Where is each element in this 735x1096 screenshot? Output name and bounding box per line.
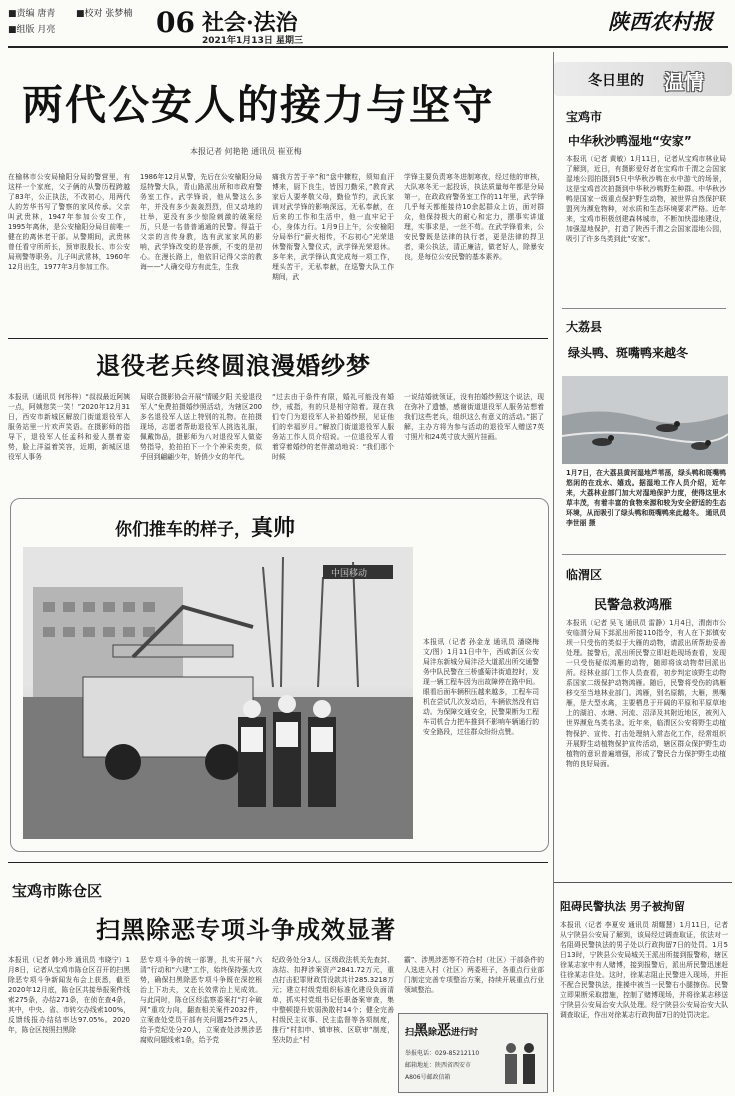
hotline-title-post: 进行时 — [451, 1028, 479, 1038]
staff-layout: ■组版 月亮 — [8, 25, 56, 35]
push-car-photo — [23, 547, 413, 839]
detain-headline: 阻碍民警执法 男子被拘留 — [560, 900, 685, 913]
sidebar-banner-accent: 温情 — [664, 70, 704, 94]
gang-headline: 扫黑除恶专项斗争成效显著 — [96, 916, 396, 944]
masthead — [0, 0, 735, 48]
veteran-headline: 退役老兵终圆浪漫婚纱梦 — [96, 352, 371, 380]
lead-col-4: 学锋主要负责寒冬进制寒夜，经过他的审核，大队寒冬无一起投诉，执法质量每年都是分局第一，在政政府警务室工作的11年里，武学锋几乎每天都能接待10余起群众上访，面对群众，他保持极大的耐心和定力，摆事实讲道理，实事求是，一丝不苟。在武学锋看来，公安民警既是法律的执行者，更是法律的捍卫者，秉公执法，清正廉洁，做老好人，除暴安良，是每位公安民警的基本素养。 — [404, 173, 544, 262]
sidebar-caption-2: 1月7日，在大荔县黄河湿地芦苇荡，绿头鸭和斑嘴鸭悠闲的在戏水、嬉戏。据湿地工作人员介绍，近年来，大荔林业部门加大对湿地保护力度，使得这里水草丰茂，有着丰富的食物来源和较为安全舒适的生态环境，从而吸引了绿头鸭和斑嘴鸭来此越冬。 通讯员 李世丽 摄 — [566, 469, 726, 528]
staff-proofreader: ■校对 张梦楠 — [76, 9, 133, 19]
sidebar-divider-3 — [554, 882, 732, 883]
hotline-title-mid: 除 — [428, 1028, 438, 1038]
hotline-line-1: 举报电话：029-85212110 — [405, 1050, 480, 1057]
gang-top-divider — [8, 862, 548, 863]
sidebar-headline-1: 中华秋沙鸭湿地“安家” — [568, 134, 692, 148]
detain-text: 本报讯（记者 李夏安 通讯员 胡耀慧）1月11日，记者从宁陕县公安局了解到，该局经过调查取证，依法对一名阻碍民警执法的男子处以行政拘留7日的处罚。1月5日13时，宁陕县公安局城关王派出所接到报警称，辖区徐某志家中有人赌博，接到报警后，派出所民警迅速赶往徐某志住处。这时，徐某志阻止民警进入现场，并拒不配合民警执法，推搡中被当一民警右小腿擦伤。民警立即果断采取措施，控制了赌博现场，并将徐某志移送宁陕县公安局治安大队处理。经宁陕县公安局治安大队调查取证，作出对徐某志行政拘留7日的处罚决定。 — [560, 921, 728, 1020]
sidebar-divider-2 — [562, 554, 726, 555]
staff-editor: ■责编 唐青 — [8, 9, 56, 19]
lead-col-1: 在榆林市公安局榆阳分局的警营里，有这样一个家庭，父子俩的从警历程跨越了83年，公正执法，不改初心，用两代人的芳华书写了警察的家风传承。父亲叫武贵林，1947年参加公安工作，1995年离休，是公安榆阳分局目前唯一健在的离休老干部。从警期间，武贵林曾任看守所所长，预审股股长、市公安局刑警等职务。儿子叫武常林，1960年12月出生，1977年3月参加工作。 — [8, 173, 130, 272]
paper-name: 陕西农村报 — [608, 9, 713, 34]
hotline-title-char2: 恶 — [437, 1023, 452, 1039]
veteran-col-1: 本报讯（通讯员 何彤梓）“叔叔最近阿姨一点，阿姨您笑一笑！”2020年12月31日，西安市新城区解放门街道退役军人服务站里一片欢声笑语。在摄影师的指导下，退役军人任孟科和爱人摆着姿势，脸上洋溢着笑容，近期，新城区退役军人事务 — [8, 393, 130, 462]
sidebar-region-2: 大荔县 — [566, 320, 603, 334]
gang-col-2: 恶专项斗争的统一部署，扎实开展“六清”行动和“六建”工作，始终保持强大攻势，确保扫黑除恶专项斗争既在深挖根治上下功夫，又在长效常治上见成效。与此同时，陈仓区经监察委案打“打伞破网”重攻力向，翻查相关案件2032件，立案查处党员干部有关问题25件25人，给予党纪处分20人，立案查处涉黑涉恶腐败问题线索1条，给予党 — [140, 956, 262, 1045]
lead-byline: 本报记者 何艳艳 通讯员 崔亚梅 — [190, 147, 302, 156]
sidebar-divider-1 — [562, 308, 726, 309]
sidebar-headline-3: 民警急救鸿雁 — [594, 598, 673, 613]
hotline-box — [398, 1013, 548, 1093]
ducks-photo — [562, 376, 728, 464]
gang-col-4: 霸”、涉黑涉恶等不符合村（社区）干部条件的人选进入村（社区）两委班子，各重点行业部门制定完善专项整治方案，持续开展重点行业领域整治。 — [404, 956, 544, 995]
section-title: 社会·法治 — [202, 10, 298, 36]
lead-col-2: 1986年12月从警，先后在公安榆阳分局巡特警大队，青山路派出所和市政府警务室工作。武学锋说，他从警这么多年，并没有多少轰轰烈烈，但又动地的壮举，更没有多少惊险刺激的破案经历，只是一名普普通通的民警。得益于父亲的言传身教，选有武家家风的影响，武学锋改变的是容颜，不变的是初心。在漫长路上，他依旧记得父亲的教诲——“人确交母方有此生，生我 — [140, 173, 262, 272]
sidebar — [553, 52, 732, 1092]
sidebar-text-3: 本报讯（记者 吴飞 通讯员 雷静）1月4日，渭南市公安临渭分局下邽派出所接110指令，有人在下邽镇安坝一只受伤的类似于大雁的动物，请派出所帮助妥善处理。接警后，派出所民警立即赶赴现场查看，发现一只受伤疑似鸿雁的动物，随即将该动物带回派出所。经林业部门工作人员查看，初步判定该野生动物系国家二级保护动物鸿雁。随后，民警将受伤的鸿雁移交至当地林业部门。鸿雁，别名原鹅，大雁，黑嘴雁，是大型水禽，主要栖息于开阔的平原和平原草地上的湖泊、水塘、河流、沼泽及其附近地区，被列入世界濒危鸟类名录。近年来，临渭区公安将野生动植物保护、宣传、打击处理纳入常态化工作，经常组织开展野生动植物保护宣传活动，辖区群众保护野生动植物的意识普遍增强，形成了警民合力保护野生动植物的良好局面。 — [566, 619, 726, 768]
hotline-line-3: A806号邮政信箱 — [405, 1074, 451, 1081]
masthead-divider — [8, 46, 728, 48]
page-number: 06 — [156, 6, 195, 39]
lead-headline: 两代公安人的接力与坚守 — [22, 81, 495, 129]
sidebar-region-1: 宝鸡市 — [566, 110, 603, 124]
push-car-headline-accent: 真帅 — [251, 516, 296, 541]
police-figures-icon — [499, 1038, 543, 1088]
push-car-box — [10, 498, 549, 852]
issue-date: 2021年1月13日 星期三 — [202, 36, 303, 46]
sidebar-region-3: 临渭区 — [566, 568, 603, 582]
lead-col-3: 痛我方苦于辛”和“盘中糠粒，须知血汗博来，厨下良生，皆因刀勤采，”教育武家后人要孝敬父母，勤俭节约，武氏家训对武学锋的影响深远，无私奉献，在后来的工作和生活中，他一直牢记于心，身体力行。1月9日上午，公安榆阳分局举行“薪火相传，不忘初心”光荣退休警衔警入警仪式，武学锋光荣退休。多年来，武学锋认真完成每一项工作，埋头苦干，无私奉献，在巡警大队工作期间，武 — [272, 173, 394, 282]
hotline-title — [405, 1020, 478, 1040]
sidebar-headline-2: 绿头鸭、斑嘴鸭来越冬 — [568, 346, 689, 360]
hotline-title-char: 黑 — [414, 1023, 429, 1039]
veteran-col-3: “过去由于条件有限，婚礼可能没有婚纱，戒指，有的只是相守陪着。现在我们专门为退役军人补拍婚纱照，见证他们的幸福岁月。”解放门街道退役军人服务站工作人员介绍说。一位退役军人看着穿着婚纱的老伴激动地说：“我们那个时候 — [272, 393, 394, 462]
gang-col-1: 本报讯（记者 韩小珍 通讯员 韦晓宁）1月8日，记者从宝鸡市陈仓区召开的扫黑除恶专项斗争新闻发布会上获悉，截至2020年12月底，陈仓区共接举报案件线索275条，办结271条，在侦在查4条，其中，中央、省、市转交办线索100%，反馈线报办结结率达97.05%。2020年，陈仓区按照扫黑除 — [8, 956, 130, 1035]
hotline-line-2: 邮箱地址：陕西省西安市 — [405, 1062, 472, 1069]
sidebar-banner-pre: 冬日里的 — [588, 73, 644, 89]
lead-divider — [8, 338, 548, 339]
push-car-headline — [115, 511, 295, 542]
push-car-text: 本报讯（记者 孙金龙 通讯员 潘晓梅文/图）1月11日中午，西咸新区公安局沣东新城分局沣泾大道派出所交通警务中队民警在三桥盛菊沣街道控时，发现一辆工程车因为出故障停在路中间。眼看后面车辆积压越来越多，工程车司机在尝试几次发动后，车辆依然没有启动。为保障交通安全，民警果断为工程车司机合力把车推到不影响车辆通行的安全路段，过往群众纷纷点赞。 — [423, 638, 539, 737]
veteran-col-4: 一说结婚就领证，没有拍婚纱照这个说法，现在弥补了遗憾，感谢街道退役军人服务站想着我们这些老兵，组织这么有意义的活动。”据了解，主办方将为参与活动的退役军人赠送7英寸照片和24英寸放大照片挂画。 — [404, 393, 544, 442]
push-car-scene — [23, 547, 413, 839]
hotline-title-pre: 扫 — [405, 1028, 415, 1038]
push-car-headline-main: 你们推车的样子， — [115, 520, 251, 540]
veteran-col-2: 局联合摄影协会开展“情暖夕阳 关爱退役军人”免费拍摄婚纱照活动，为辖区200多名退役军人送上特别的礼物。在拍摄现场，志愿者帮助退役军人挑选礼服，佩戴饰品，摄影师为八对退役军人做姿势指导，抢拍拍下一个个神采奕奕，似乎回到翩翩少年，娇俏少女的年代。 — [140, 393, 262, 462]
street-sign: 中国移动 — [331, 569, 368, 579]
gang-col-3: 纪政务处分3人。区级政法机关先查封、冻结、扣押涉案资产2841.72万元，重点打击犯罪财政罚没款共计285.3218万元；建立村级党组织标准化建设负面清单，抓实村党组书记任职备案审查，集中整顿提升软弱涣散村14个；健全完善村级民主议事、民主监督等各项制度，推行“村扣申、镇审核、区联审”制度，坚决防止“村 — [272, 956, 394, 1045]
sidebar-text-1: 本报讯（记者 黄敏）1月11日，记者从宝鸡市林业局了解到，近日，有摄影爱好者在宝鸡市千渭之会国家湿地公园拍摄到5只中华秋沙鸭在水中游弋的场景，这是宝鸡首次拍摄到中华秋沙鸭野生种群。中华秋沙鸭是国家一级重点保护野生动物，被世界自然保护联盟列为濒危物种，对水质和生态环境要求严格。近年来，宝鸡市积极创建森林城市，不断加快湿地建设，加强湿地保护，打造了陕西千渭之会国家湿地公园，吸引了许多鸟类到此“安家”。 — [566, 155, 726, 244]
sidebar-banner — [554, 62, 732, 96]
gang-region: 宝鸡市陈仓区 — [12, 882, 103, 900]
